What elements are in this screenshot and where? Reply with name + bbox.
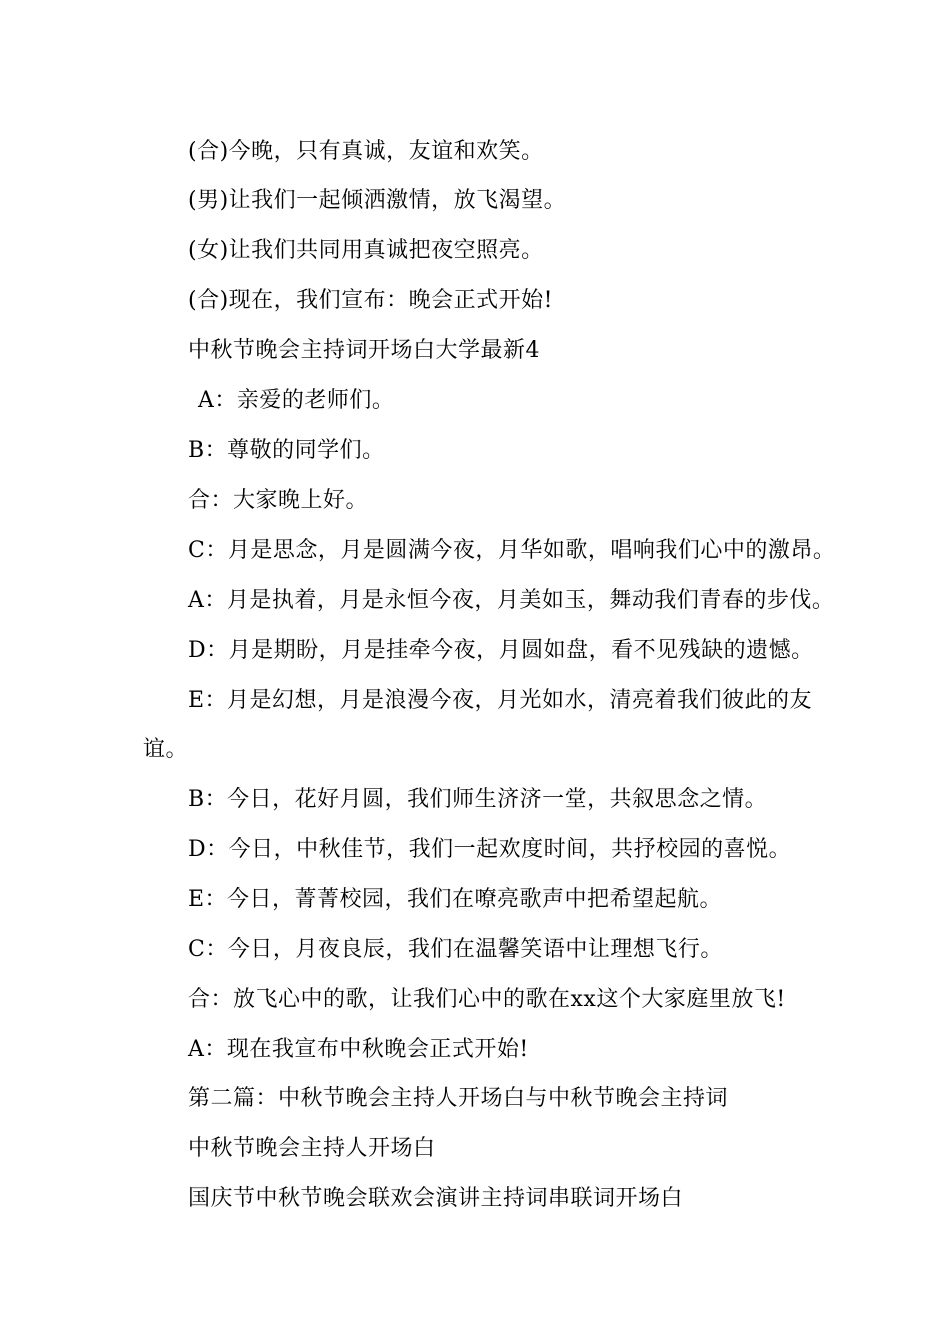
- text-line: E：月是幻想，月是浪漫今夜，月光如水，清亮着我们彼此的友: [188, 688, 813, 713]
- text-line: D：今日，中秋佳节，我们一起欢度时间，共抒校园的喜悦。: [188, 837, 792, 862]
- text-line: (女)让我们共同用真诚把夜空照亮。: [188, 238, 544, 263]
- text-line: A：现在我宣布中秋晚会正式开始!: [188, 1037, 529, 1062]
- section-heading: 第二篇：中秋节晚会主持人开场白与中秋节晚会主持词: [188, 1086, 729, 1111]
- text-line: A：月是执着，月是永恒今夜，月美如玉，舞动我们青春的步伐。: [188, 588, 835, 613]
- text-line: A：亲爱的老师们。: [198, 388, 395, 413]
- text-line: (男)让我们一起倾洒激情，放飞渴望。: [188, 188, 567, 213]
- section-heading: 中秋节晚会主持人开场白: [188, 1136, 436, 1161]
- text-line: 谊。: [143, 737, 189, 762]
- text-line: 合：放飞心中的歌，让我们心中的歌在xx这个大家庭里放飞!: [188, 987, 786, 1012]
- text-line: (合)现在，我们宣布：晚会正式开始!: [188, 288, 554, 313]
- text-line: (合)今晚，只有真诚，友谊和欢笑。: [188, 139, 544, 164]
- section-heading: 国庆节中秋节晚会联欢会演讲主持词串联词开场白: [188, 1186, 684, 1211]
- text-line: D：月是期盼，月是挂牵今夜，月圆如盘，看不见残缺的遗憾。: [188, 638, 814, 663]
- text-line: C：月是思念，月是圆满今夜，月华如歌，唱响我们心中的激昂。: [188, 538, 836, 563]
- section-heading: 中秋节晚会主持词开场白大学最新4: [188, 338, 540, 363]
- text-line: E：今日，菁菁校园，我们在嘹亮歌声中把希望起航。: [188, 887, 723, 912]
- text-line: B：今日，花好月圆，我们师生济济一堂，共叙思念之情。: [188, 787, 768, 812]
- text-line: C：今日，月夜良辰，我们在温馨笑语中让理想飞行。: [188, 937, 723, 962]
- text-line: 合：大家晚上好。: [188, 488, 369, 513]
- text-line: B：尊敬的同学们。: [188, 438, 385, 463]
